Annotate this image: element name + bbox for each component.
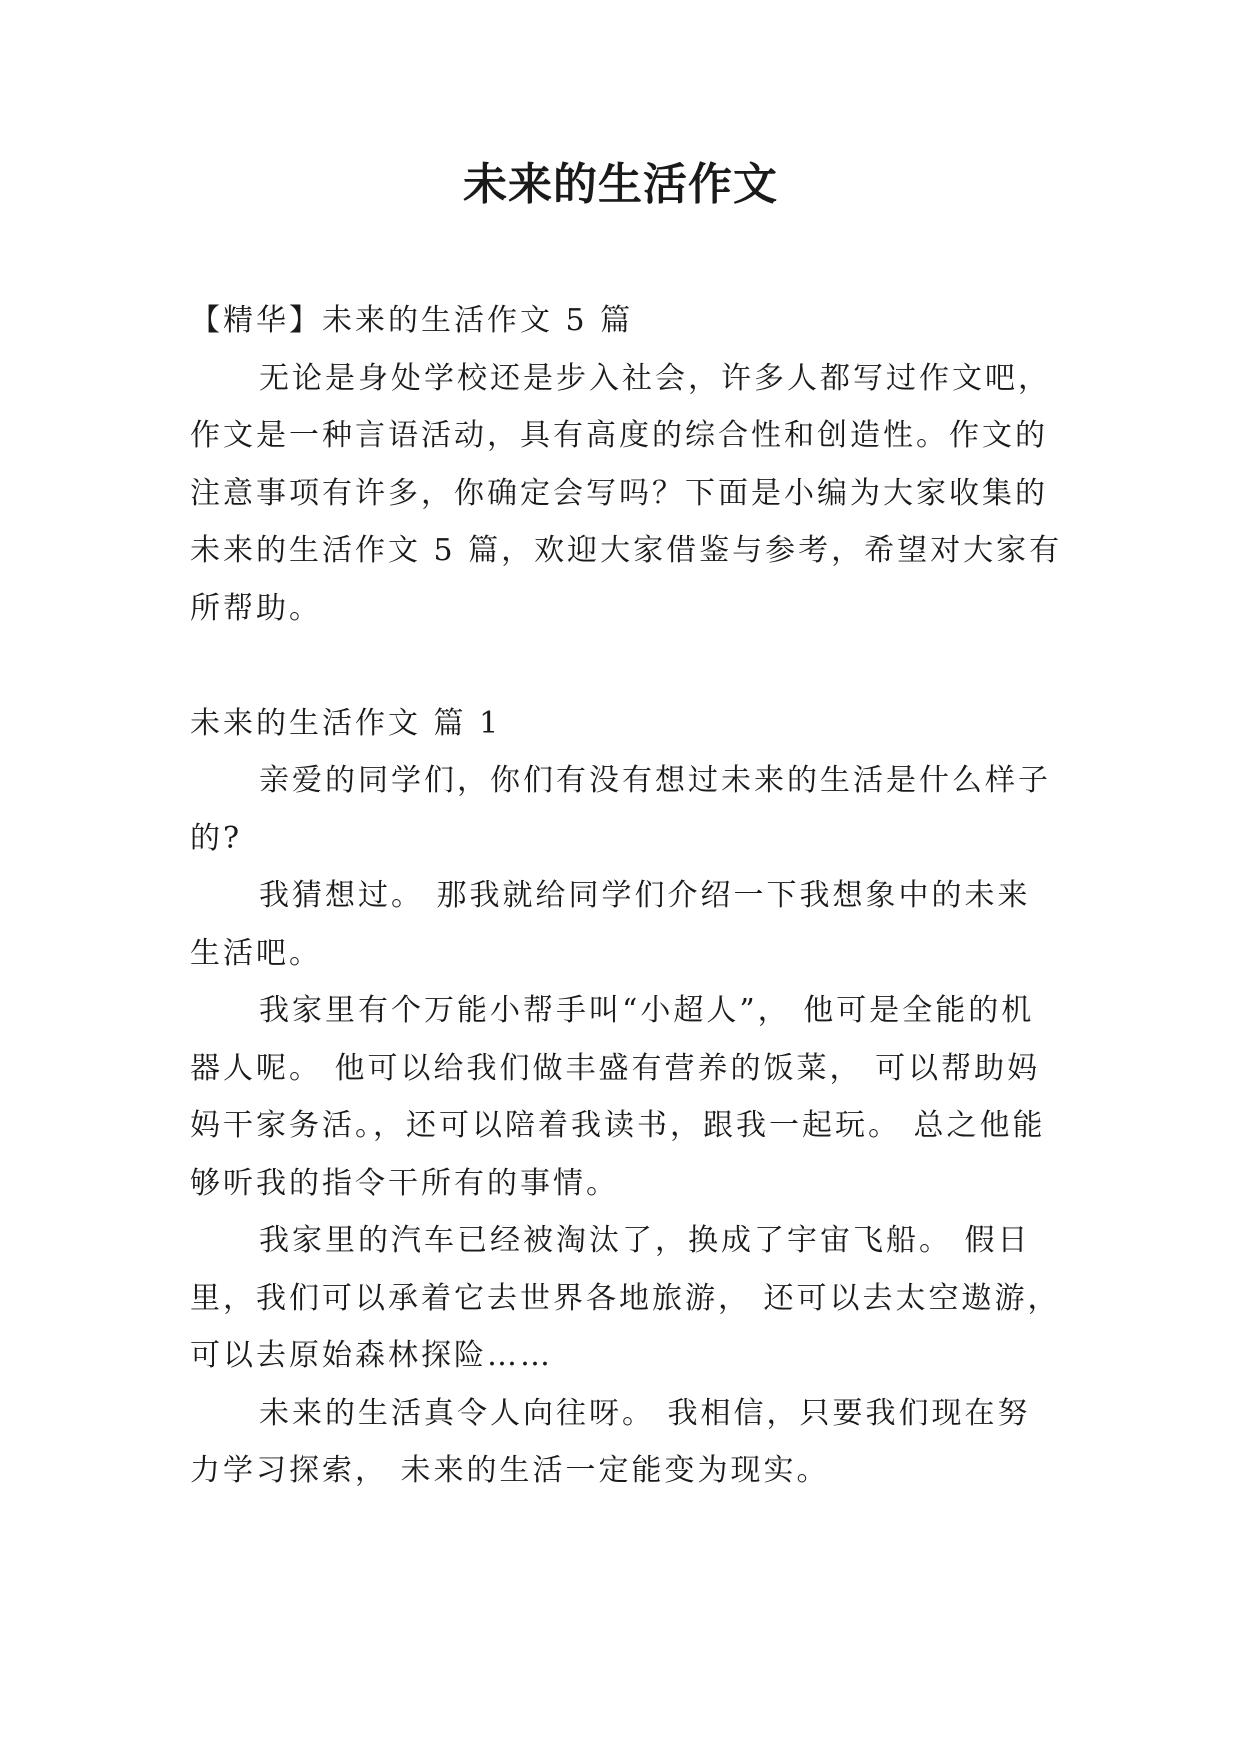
paragraph-line: 的?	[190, 820, 243, 856]
paragraph-line: 器人呢。 他可以给我们做丰盛有营养的饭菜， 可以帮助妈	[190, 1050, 1041, 1086]
paragraph-line: 生活吧。	[190, 935, 322, 971]
paragraph-line: 我家里的汽车已经被淘汰了，换成了宇宙飞船。 假日	[259, 1223, 1031, 1258]
paragraph-line: 可以去原始森林探险……	[190, 1338, 553, 1373]
paragraph-spacer	[190, 637, 1070, 695]
paragraph-line: 妈干家务活。，还可以陪着我读书，跟我一起玩。 总之他能	[190, 1108, 1046, 1143]
body-paragraph	[190, 982, 1070, 1212]
document-body	[190, 292, 1070, 1500]
body-paragraph	[190, 1212, 1070, 1385]
paragraph-line: 亲爱的同学们，你们有没有想过未来的生活是什么样子	[259, 763, 1051, 798]
intro-line: 未来的生活作文 5 篇，欢迎大家借鉴与参考，希望对大家有	[190, 533, 1063, 568]
intro-line: 所帮助。	[190, 590, 322, 626]
intro-paragraph	[190, 350, 1070, 638]
body-paragraph	[190, 752, 1070, 867]
intro-line: 无论是身处学校还是步入社会，许多人都写过作文吧，	[259, 360, 1051, 396]
paragraph-line: 力学习探索， 未来的生活一定能变为现实。	[190, 1453, 830, 1488]
document-title: 未来的生活作文	[463, 159, 778, 210]
paragraph-line: 够听我的指令干所有的事情。	[190, 1165, 619, 1201]
paragraph-line: 未来的生活真令人向往呀。 我相信，只要我们现在努	[259, 1395, 1031, 1431]
body-paragraph	[190, 867, 1070, 982]
paragraph-line: 我猜想过。 那我就给同学们介绍一下我想象中的未来	[259, 878, 1031, 913]
body-paragraph	[190, 1385, 1070, 1500]
intro-line: 作文是一种言语活动，具有高度的综合性和创造性。作文的	[190, 418, 1048, 453]
paragraph-line: 里，我们可以承着它去世界各地旅游， 还可以去太空遨游，	[190, 1280, 1061, 1316]
section-heading: 未来的生活作文 篇 1	[190, 705, 502, 741]
paragraph-line: 我家里有个万能小帮手叫“小超人”， 他可是全能的机	[259, 993, 1035, 1028]
intro-line: 注意事项有许多，你确定会写吗？下面是小编为大家收集的	[190, 475, 1048, 511]
subtitle: 【精华】未来的生活作文 5 篇	[190, 303, 634, 338]
